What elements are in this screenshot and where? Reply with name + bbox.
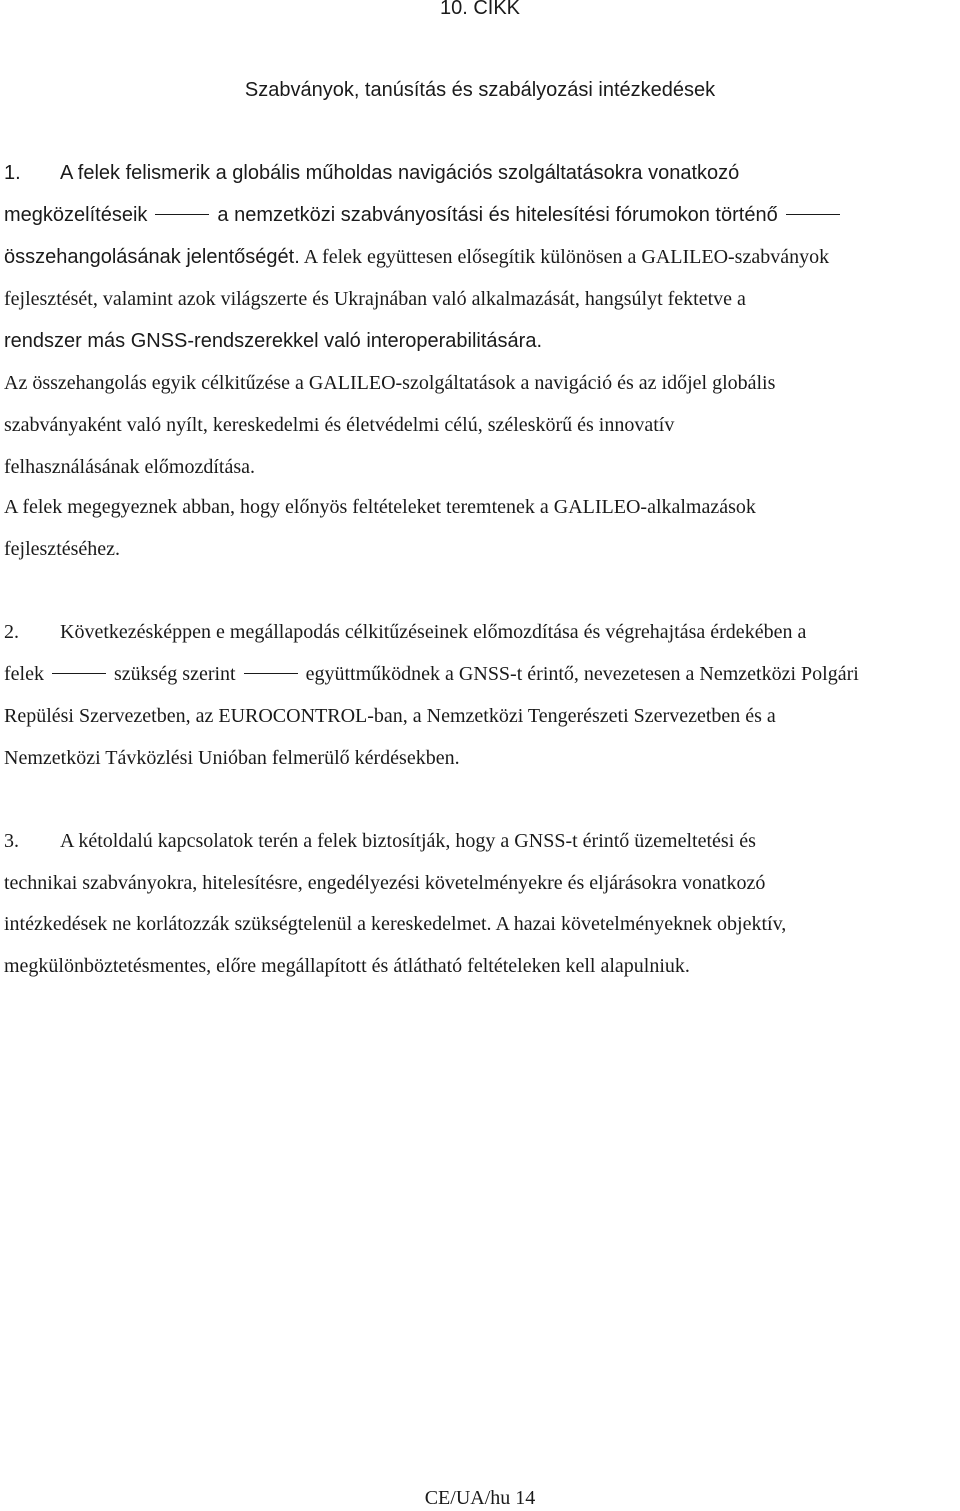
paragraph-line: összehangolásának jelentőségét. A felek együttesen elősegítik különösen a GALILEO-szabványok (4, 246, 830, 268)
em-dash (155, 214, 209, 215)
paragraph-line: megkülönböztetésmentes, előre megállapított és átlátható feltételeken kell alapulniuk. (4, 955, 690, 977)
em-dash (244, 673, 298, 674)
paragraph-line: megközelítéseik a nemzetközi szabványosítási és hitelesítési fórumokon történő (4, 204, 848, 227)
paragraph-line: 2. Következésképpen e megállapodás célkitűzéseinek előmozdítása és végrehajtása érdekében a (4, 621, 807, 643)
article-title: Szabványok, tanúsítás és szabályozási intézkedések (244, 79, 716, 101)
paragraph-line: 3. A kétoldalú kapcsolatok terén a felek biztosítják, hogy a GNSS-t érintő üzemeltetési és (4, 830, 756, 852)
paragraph-line: fejlesztését, valamint azok világszerte és Ukrajnában való alkalmazását, hangsúlyt fektetve a (4, 288, 746, 310)
paragraph-line: Az összehangolás egyik célkitűzése a GALILEO-szolgáltatások a navigáció és az időjel globális (4, 372, 776, 394)
em-dash (52, 673, 106, 674)
paragraph-line: felek szükség szerint együttműködnek a GNSS-t érintő, nevezetesen a Nemzetközi Polgári (4, 663, 859, 685)
paragraph-line: intézkedések ne korlátozzák szükségtelenül a kereskedelmet. A hazai követelményeknek objektív, (4, 913, 787, 935)
paragraph-line: szabványaként való nyílt, kereskedelmi és életvédelmi célú, széleskörű és innovatív (4, 414, 675, 436)
paragraph-line: felhasználásának előmozdítása. (4, 456, 255, 478)
paragraph-number: 1. (4, 162, 21, 184)
paragraph-line: 1. A felek felismerik a globális műholdas navigációs szolgáltatásokra vonatkozó (4, 162, 740, 184)
em-dash (786, 214, 840, 215)
paragraph-line: A felek megegyeznek abban, hogy előnyös feltételeket teremtenek a GALILEO-alkalmazások (4, 496, 756, 518)
paragraph-line: technikai szabványokra, hitelesítésre, engedélyezési követelményekre és eljárásokra vonatkozó (4, 872, 766, 894)
paragraph-line: fejlesztéséhez. (4, 538, 121, 560)
paragraph-line: Repülési Szervezetben, az EUROCONTROL-ban, a Nemzetközi Tengerészeti Szervezetben és a (4, 705, 776, 727)
article-heading: 10. CIKK (439, 0, 521, 19)
paragraph-number: 2. (4, 621, 19, 643)
paragraph-line: rendszer más GNSS-rendszerekkel való interoperabilitására. (4, 330, 543, 352)
page-reference: CE/UA/hu 14 (424, 1487, 536, 1509)
paragraph-number: 3. (4, 830, 19, 852)
paragraph-line: Nemzetközi Távközlési Unióban felmerülő kérdésekben. (4, 747, 460, 769)
